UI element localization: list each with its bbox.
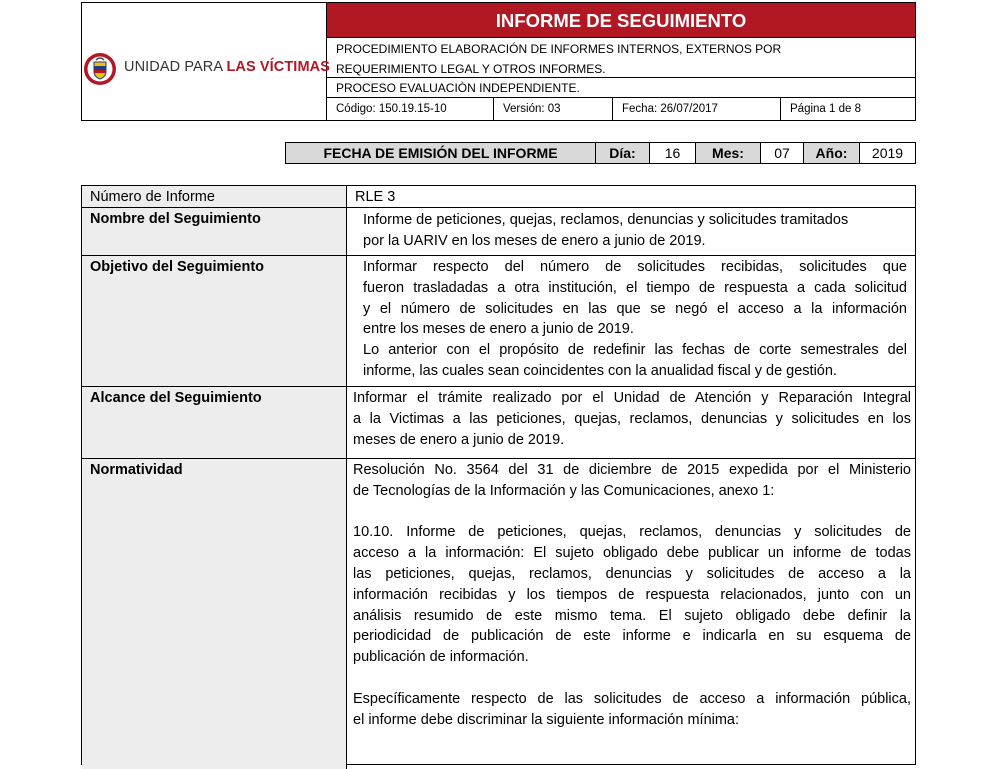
- report-title: INFORME DE SEGUIMIENTO: [327, 3, 915, 38]
- emission-date-label: FECHA DE EMISIÓN DEL INFORME: [286, 143, 596, 163]
- month-label: Mes:: [696, 143, 761, 163]
- row-label: Número de Informe: [82, 186, 347, 207]
- year-label: Año:: [804, 143, 860, 163]
- procedure-name: PROCEDIMIENTO ELABORACIÓN DE INFORMES INTERNOS, EXTERNOS POR REQUERIMIENTO LEGAL Y OTROS INFORMES.: [327, 38, 915, 78]
- logo-cell: [82, 3, 330, 120]
- report-details-table: [81, 185, 916, 765]
- year-value: 2019: [871, 145, 904, 161]
- row-value: Resolución No. 3564 del 31 de diciembre de 2015 expedida por el Ministerio de Tecnologías de la Información y las Comunicaciones, anexo 1: 10.10. Informe de peticiones, quejas, reclamos, denuncias y solicitudes de acceso a la información: El sujeto obligado debe publicar un informe de todas las peticiones, quejas, reclamos, denuncias y solicitudes de acceso a la información recibidas y los tiempos de respuesta relacionados, junto con un análisis resumido de este mismo tema. El sujeto obligado debe definir la periodicidad de publicación de este informe e indicarla en su esquema de publicación de información. Específicamente respecto de las solicitudes de acceso a información pública, el informe debe discriminar la siguiente información mínima:: [353, 462, 911, 728]
- document-header: [81, 2, 916, 121]
- code-cell: Código: 150.19.15-10: [327, 98, 494, 120]
- version-cell: Versión: 03: [494, 98, 613, 120]
- process-name: PROCESO EVALUACIÒN INDEPENDIENTE.: [327, 78, 915, 98]
- emission-date-bar: [285, 142, 916, 164]
- colombia-seal-icon: [83, 52, 117, 86]
- day-label: Día:: [596, 143, 650, 163]
- row-label: Objetivo del Seguimiento: [82, 256, 347, 386]
- row-label: Normatividad: [82, 459, 347, 769]
- page-number-cell: Página 1 de 8: [790, 103, 861, 115]
- logo-text: UNIDAD PARA LAS VÍCTIMAS: [124, 59, 330, 75]
- row-value: Informe de peticiones, quejas, reclamos, denuncias y solicitudes tramitados por la UARIV en los meses de enero a junio de 2019.: [363, 212, 849, 249]
- row-objetivo-seguimiento: [82, 256, 915, 387]
- day-value: 16: [650, 143, 696, 163]
- row-alcance-seguimiento: [82, 387, 915, 459]
- date-cell: Fecha: 26/07/2017: [613, 98, 781, 120]
- document-meta: [327, 98, 915, 120]
- row-label: Alcance del Seguimiento: [82, 387, 347, 458]
- month-value: 07: [761, 143, 804, 163]
- row-numero-informe: [82, 186, 915, 208]
- row-value: Informar el trámite realizado por el Unidad de Atención y Reparación Integral a la Victimas a las peticiones, quejas, reclamos, denuncias y solicitudes en los meses de enero a junio de 2019.: [353, 390, 911, 448]
- row-normatividad: [82, 459, 915, 769]
- row-label: Nombre del Seguimiento: [82, 208, 347, 255]
- row-value: Informar respecto del número de solicitudes recibidas, solicitudes que fueron trasladadas a otra institución, el tiempo de respuesta a cada solicitud y el número de solicitudes en las que se negó el acceso a la información entre los meses de enero a junio de 2019. Lo anterior con el propósito de redefinir las fechas de corte semestrales del informe, las cuales sean coincidentes con la anualidad fiscal y de gestión.: [363, 259, 907, 379]
- row-nombre-seguimiento: [82, 208, 915, 256]
- row-value: RLE 3: [355, 189, 396, 205]
